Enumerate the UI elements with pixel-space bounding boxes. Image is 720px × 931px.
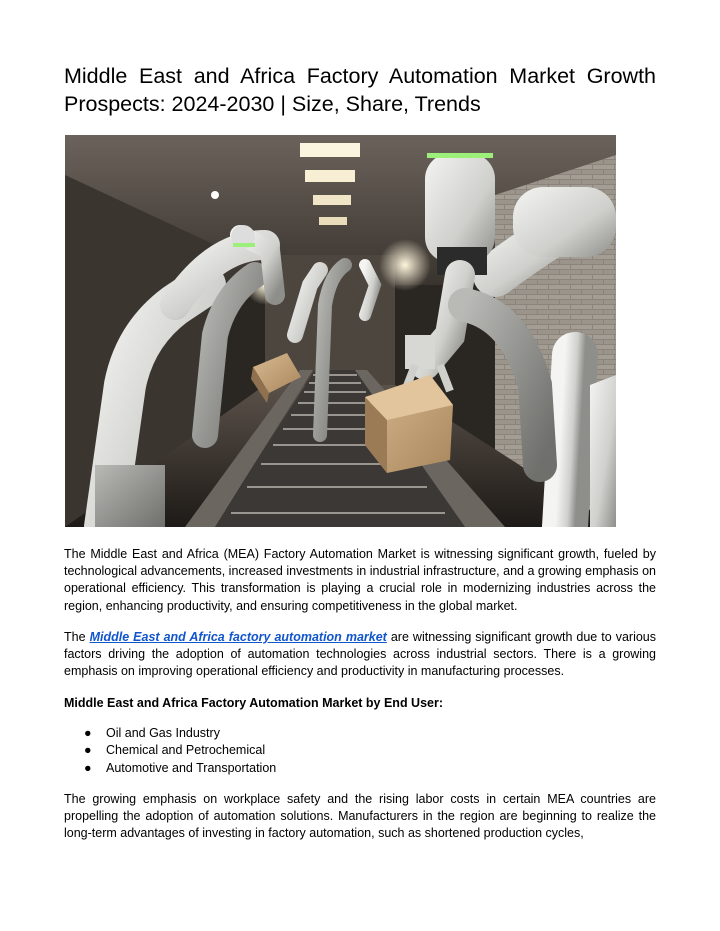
end-user-list: [64, 725, 656, 777]
document-title: Middle East and Africa Factory Automation Market Growth Prospects: 2024-2030 | Size, Share, Trends: [64, 64, 656, 116]
market-report-link[interactable]: Middle East and Africa factory automation market: [89, 630, 387, 644]
list-item-label: Oil and Gas Industry: [106, 726, 220, 740]
intro-paragraph: The Middle East and Africa (MEA) Factory Automation Market is witnessing significant growth, fueled by technological advancements, increased investments in industrial infrastructure, and a growing emphasis on operational efficiency. This transformation is playing a crucial role in modernizing industries across the region, enhancing productivity, and ensuring competitiveness in the global market.: [64, 547, 656, 613]
bullet-icon: ●: [84, 760, 92, 775]
market-paragraph-lead: The: [64, 630, 90, 644]
market-paragraph-rest: are witnessing significant growth due to various factors driving the adoption of automation technologies across industrial sectors. There is a growing emphasis on improving operational efficiency and productivity in manufacturing processes.: [64, 630, 656, 679]
factory-robots-illustration: [65, 135, 616, 527]
bullet-icon: ●: [84, 743, 92, 758]
bullet-icon: ●: [84, 726, 92, 740]
list-item: [64, 742, 656, 759]
list-item-label: Automotive and Transportation: [106, 760, 277, 775]
market-paragraph: [64, 629, 656, 681]
hero-image: [65, 135, 616, 527]
end-user-heading: Middle East and Africa Factory Automation Market by End User:: [64, 696, 444, 710]
list-item: [64, 760, 656, 777]
adoption-paragraph: The growing emphasis on workplace safety and the rising labor costs in certain MEA countries are propelling the adoption of automation solutions. Manufacturers in the region are beginning to realize the long-term advantages of investing in factory automation, such as shortened production cycles,: [64, 792, 656, 841]
list-item: [64, 725, 656, 742]
list-item-label: Chemical and Petrochemical: [106, 743, 266, 758]
